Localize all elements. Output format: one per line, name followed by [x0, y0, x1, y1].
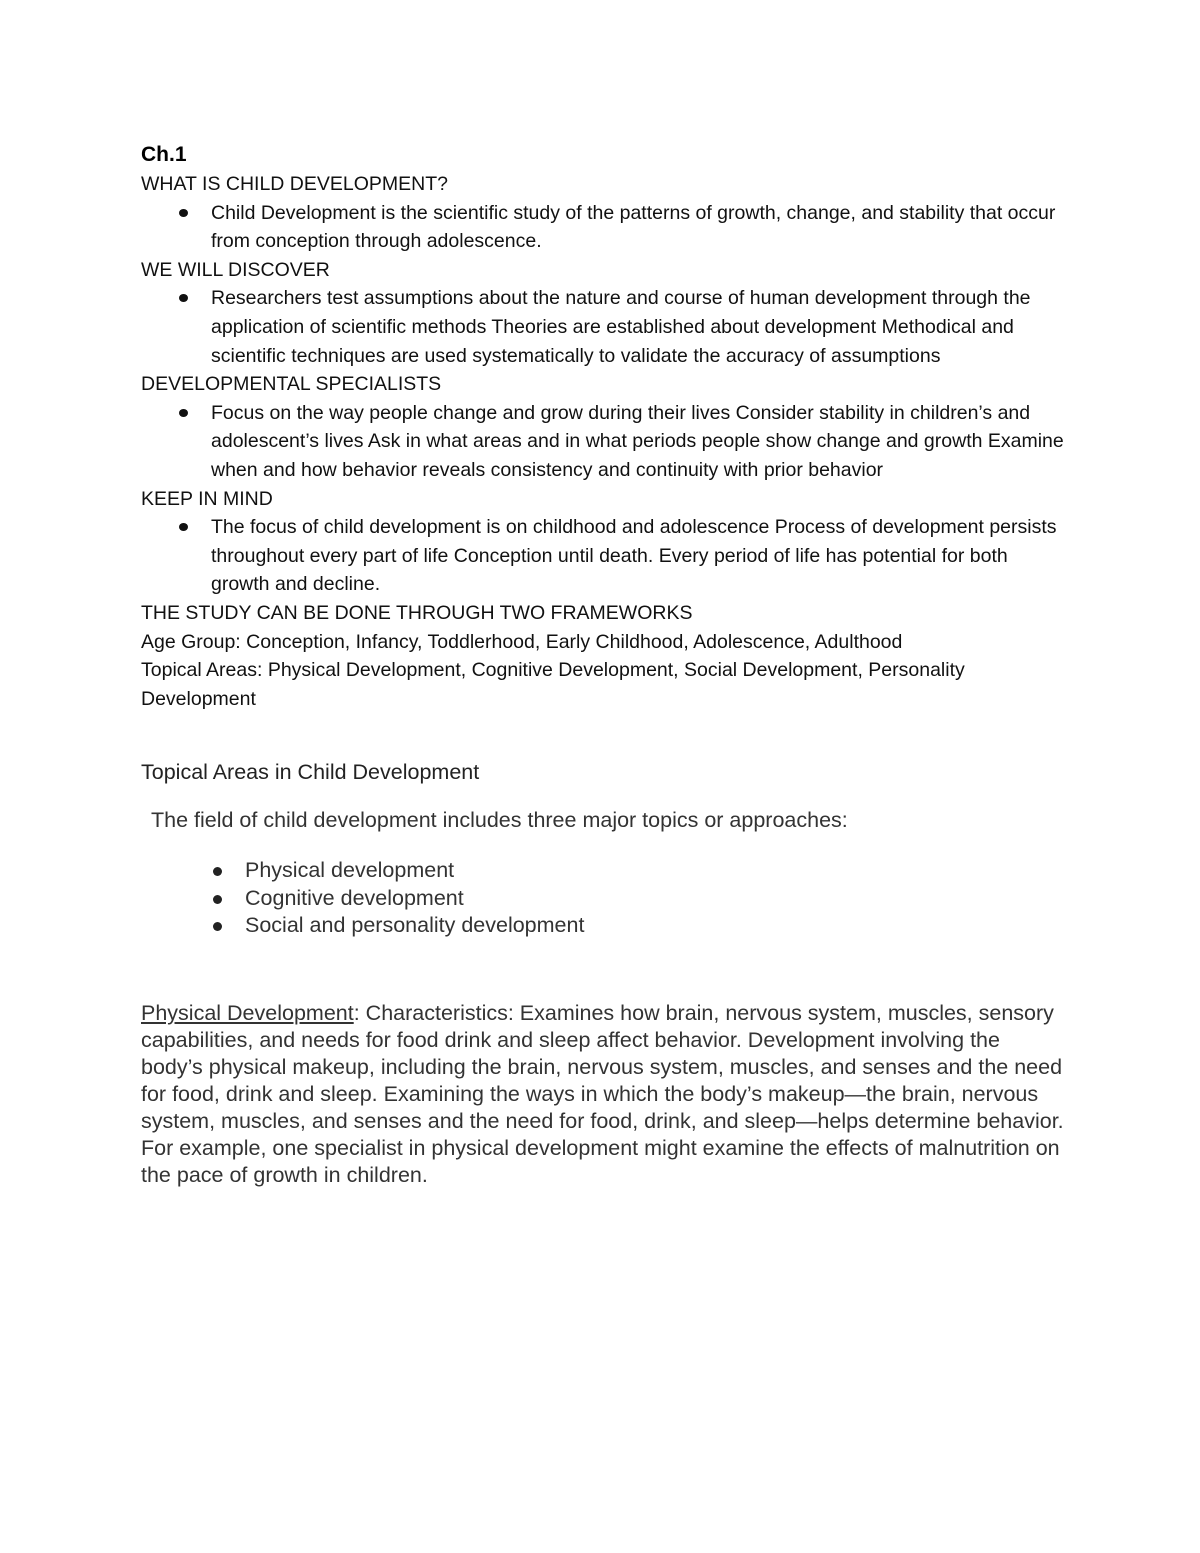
topics-list	[141, 857, 1071, 940]
chapter-title: Ch.1	[141, 143, 187, 166]
bullet-icon	[213, 895, 222, 904]
bullet-text: The focus of child development is on childhood and adolescence Process of development persists throughout every part of life Conception until death. Every period of life has potential for both growth and decline.	[211, 516, 1057, 596]
topic-label: Physical development	[245, 858, 455, 883]
bullet-list	[141, 199, 1071, 256]
bullet-text: Focus on the way people change and grow during their lives Consider stability in children’s and adolescent’s lives Ask in what areas and in what periods people show change and growth Examine when and how behavior reveals consistency and continuity with prior behavior	[211, 401, 1064, 481]
topic-label: Social and personality development	[245, 913, 585, 938]
heading-what-is-child-development: WHAT IS CHILD DEVELOPMENT?	[141, 173, 449, 195]
topical-areas-heading: Topical Areas in Child Development	[141, 760, 480, 785]
bullet-icon	[179, 209, 188, 217]
bullet-icon	[179, 294, 188, 302]
list-item	[141, 513, 1071, 599]
list-item	[141, 885, 1071, 913]
bullet-list	[141, 399, 1071, 485]
bullet-text: Researchers test assumptions about the nature and course of human development through the application of scientific methods Theories are established about development Methodical and scientific techniques are used systematically to validate the accuracy of assumptions	[211, 287, 1031, 367]
list-item	[141, 912, 1071, 940]
list-item	[141, 399, 1071, 485]
list-item	[141, 284, 1071, 370]
physical-development-term: Physical Development	[141, 1000, 354, 1025]
heading-we-will-discover: WE WILL DISCOVER	[141, 258, 330, 281]
bullet-list	[141, 513, 1071, 599]
bullet-icon	[179, 523, 188, 531]
spacer	[141, 940, 1071, 1000]
bullet-icon	[179, 409, 188, 417]
spacer	[141, 835, 1071, 857]
bullet-text: Child Development is the scientific study of the patterns of growth, change, and stability that occur from conception through adolescence.	[211, 201, 1056, 253]
heading-keep-in-mind: KEEP IN MIND	[141, 487, 273, 510]
list-item	[141, 199, 1071, 256]
spacer	[141, 713, 1071, 757]
physical-development-text: : Characteristics: Examines how brain, nervous system, muscles, sensory capabilities, and needs for food drink and sleep affect behavior. Development involving the body’s physical makeup, including the brain, nervous system, muscles, and senses and the need for food, drink and sleep. Examining the ways in which the body’s makeup—the brain, nervous system, muscles, and senses and the need for food, drink, and sleep—helps determine behavior. For example, one specialist in physical development might examine the effects of malnutrition on the pace of growth in children.	[141, 1000, 1064, 1188]
heading-developmental-specialists: DEVELOPMENTAL SPECIALISTS	[141, 373, 442, 396]
age-group-line: Age Group: Conception, Infancy, Toddlerhood, Early Childhood, Adolescence, Adulthood	[141, 630, 903, 653]
document-content	[141, 140, 1071, 1189]
topical-areas-line: Topical Areas: Physical Development, Cognitive Development, Social Development, Personality Development	[141, 659, 965, 710]
heading-two-frameworks: THE STUDY CAN BE DONE THROUGH TWO FRAMEWORKS	[141, 601, 693, 624]
physical-development-paragraph	[141, 1000, 1066, 1190]
bullet-icon	[213, 867, 222, 876]
topic-label: Cognitive development	[245, 885, 464, 910]
bullet-list	[141, 284, 1071, 370]
spacer	[141, 787, 1071, 805]
topical-intro: The field of child development includes three major topics or approaches:	[151, 808, 848, 833]
bullet-icon	[213, 922, 222, 931]
list-item	[141, 857, 1071, 885]
